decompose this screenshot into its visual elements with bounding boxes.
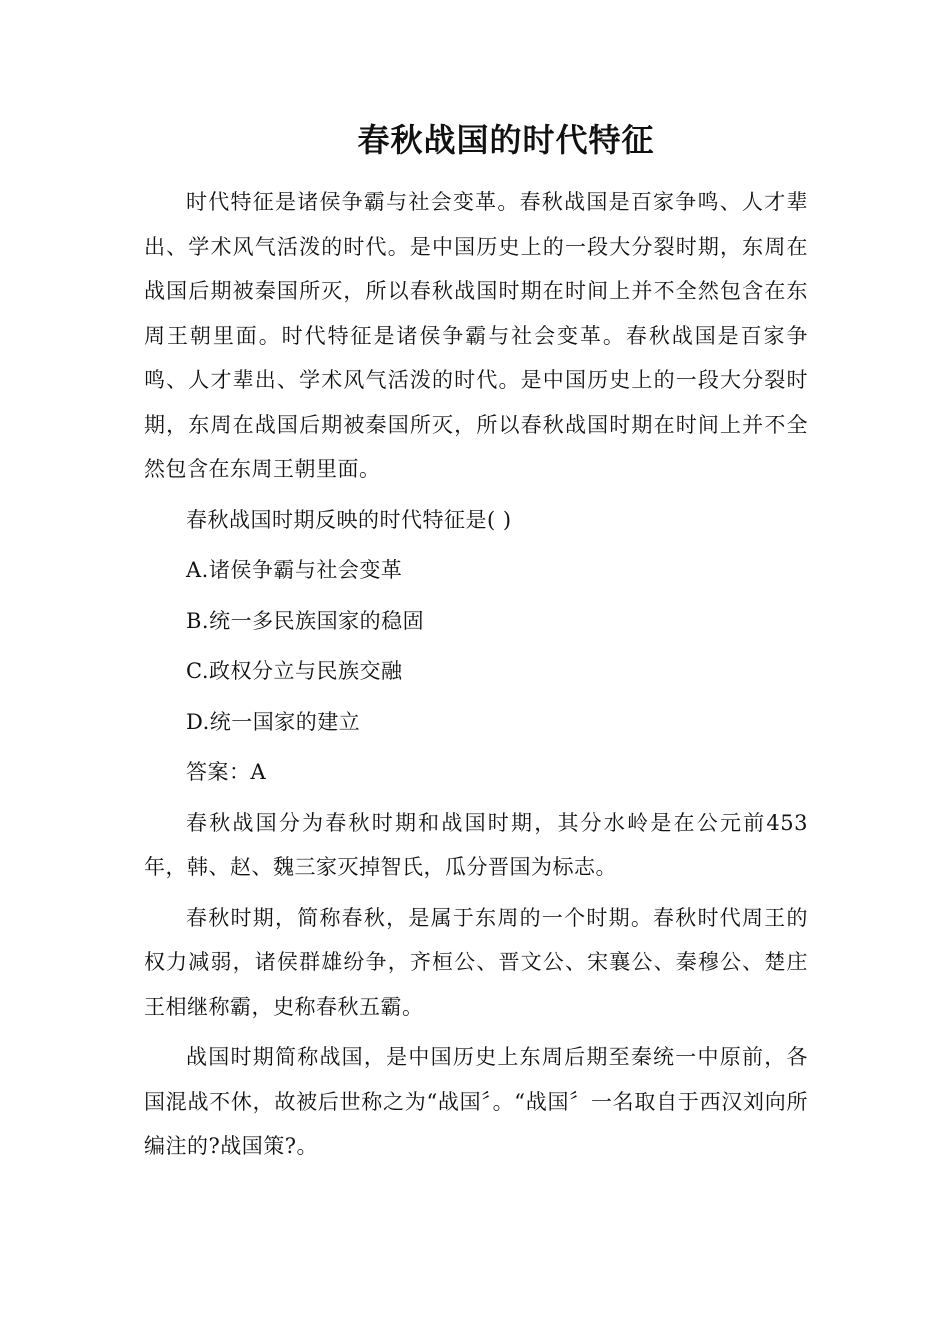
document-page (144, 110, 808, 1169)
option-b: B.统一多民族国家的稳固 (186, 608, 425, 633)
option-c: C.政权分立与民族交融 (186, 659, 403, 683)
answer: 答案：A (186, 760, 267, 784)
paragraph-warring-states: 战国时期简称战国，是中国历史上东周后期至秦统一中原前，各国混战不休，故被后世称之为“战国〞。“战国〞一名取自于西汉刘向所编注的?战国策?。 (144, 1045, 808, 1158)
paragraph-division: 春秋战国分为春秋时期和战国时期，其分水岭是在公元前453年，韩、赵、魏三家灭掉智氏，瓜分晋国为标志。 (144, 810, 808, 879)
paragraph-spring-autumn: 春秋时期，简称春秋，是属于东周的一个时期。春秋时代周王的权力减弱，诸侯群雄纷争，齐桓公、晋文公、宋襄公、秦穆公、楚庄王相继称霸，史称春秋五霸。 (144, 905, 808, 1019)
option-d: D.统一国家的建立 (186, 709, 361, 734)
question-stem: 春秋战国时期反映的时代特征是( ) (186, 507, 512, 532)
option-a: A.诸侯争霸与社会变革 (186, 558, 403, 582)
document-title: 春秋战国的时代特征 (357, 121, 655, 159)
paragraph-intro: 时代特征是诸侯争霸与社会变革。春秋战国是百家争鸣、人才辈出、学术风气活泼的时代。是中国历史上的一段大分裂时期，东周在战国后期被秦国所灭，所以春秋战国时期在时间上并不全然包含在东周王朝里面。时代特征是诸侯争霸与社会变革。春秋战国是百家争鸣、人才辈出、学术风气活泼的时代。是中国历史上的一段大分裂时期，东周在战国后期被秦国所灭，所以春秋战国时期在时间上并不全然包含在东周王朝里面。 (144, 190, 808, 481)
